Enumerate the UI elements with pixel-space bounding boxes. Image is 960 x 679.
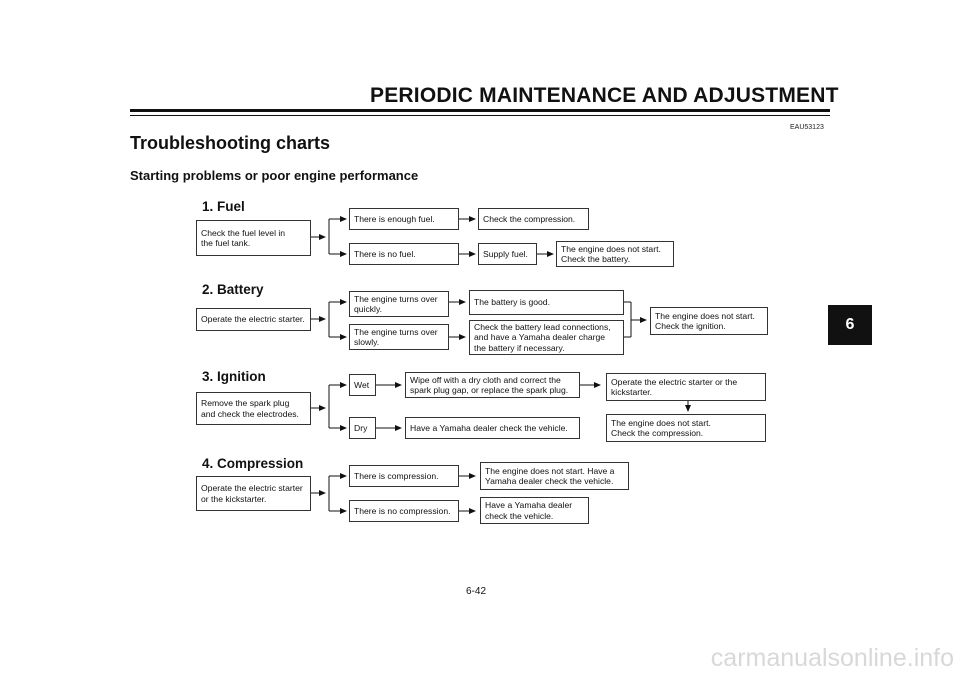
ignition-dry-box: Dry [349,417,376,439]
battery-result-box: The engine does not start. Check the ignition. [650,307,768,335]
fuel-result-box: The engine does not start. Check the battery. [556,241,674,267]
ignition-dealer-box: Have a Yamaha dealer check the vehicle. [405,417,580,439]
page-header-title: PERIODIC MAINTENANCE AND ADJUSTMENT [370,84,839,107]
ignition-operate-box: Operate the electric starter or the kickstarter. [606,373,766,401]
compression-none-result-box: Have a Yamaha dealer check the vehicle. [480,497,589,524]
reference-code: EAU53123 [790,124,824,131]
ignition-wipe-box: Wipe off with a dry cloth and correct the spark plug gap, or replace the spark plug. [405,372,580,398]
page-title: Troubleshooting charts [130,133,331,153]
fuel-compression-box: Check the compression. [478,208,589,230]
ignition-result-box: The engine does not start. Check the compression. [606,414,766,442]
compression-none-box: There is no compression. [349,500,459,522]
battery-check-box: Check the battery lead connections, and have a Yamaha dealer charge the battery if necessary. [469,320,624,355]
chapter-tab[interactable]: 6 [828,305,872,345]
section-title-battery: 2. Battery [202,282,264,297]
section-title-fuel: 1. Fuel [202,199,245,214]
fuel-start-box: Check the fuel level in the fuel tank. [196,220,311,256]
battery-start-box: Operate the electric starter. [196,308,311,331]
watermark: carmanualsonline.info [710,644,954,672]
fuel-enough-box: There is enough fuel. [349,208,459,230]
battery-quick-box: The engine turns over quickly. [349,291,449,317]
compression-has-box: There is compression. [349,465,459,487]
battery-good-box: The battery is good. [469,290,624,315]
compression-start-box: Operate the electric starter or the kickstarter. [196,476,311,511]
section-title-compression: 4. Compression [202,456,304,471]
section-title-ignition: 3. Ignition [202,369,266,384]
page-number: 6-42 [466,586,487,597]
ignition-start-box: Remove the spark plug and check the electrodes. [196,392,311,425]
fuel-supply-box: Supply fuel. [478,243,537,265]
compression-has-result-box: The engine does not start. Have a Yamaha dealer check the vehicle. [480,462,629,490]
fuel-none-box: There is no fuel. [349,243,459,265]
battery-slow-box: The engine turns over slowly. [349,324,449,350]
ignition-wet-box: Wet [349,374,376,396]
section-subtitle: Starting problems or poor engine performance [130,168,419,183]
